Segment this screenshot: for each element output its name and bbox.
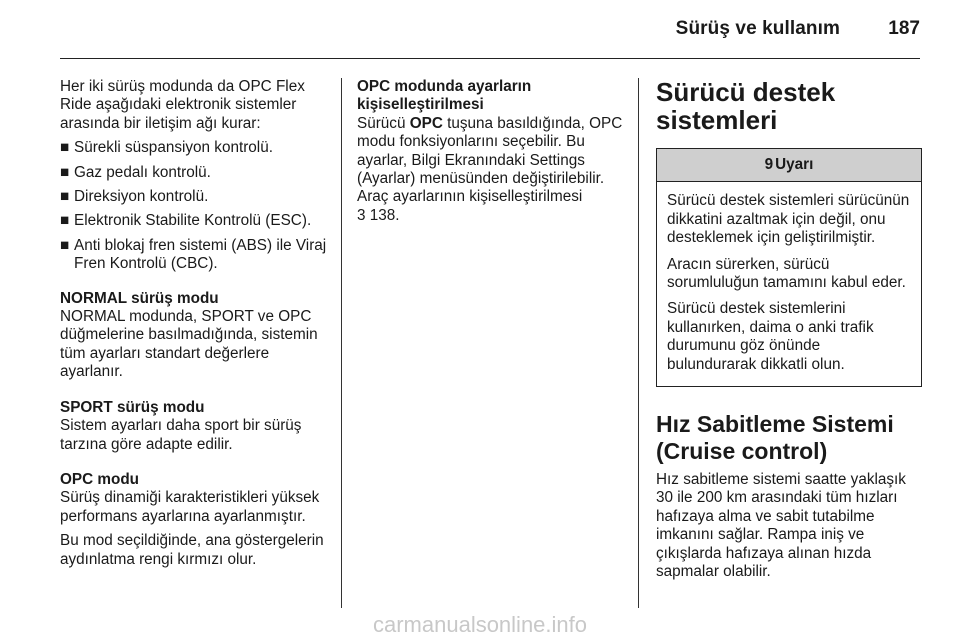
bullet-icon: ■	[60, 212, 70, 230]
cruise-control-text: Hız sabitleme sistemi saatte yaklaşık 30 ile 200 km arasındaki tüm hızları hafızaya alma ve sabit tutabilme imkanını sağlar. Rampa iniş ve çıkışlarda hafızaya alınan hızda sapmalar olabilir.	[656, 471, 906, 581]
list-item: ■ Gaz pedalı kontrolü.	[60, 163, 211, 181]
warning-paragraph: Sürücü destek sistemleri sürücünün dikkatini azaltmak için değil, onu desteklemek için geliştirilmiştir.	[667, 192, 910, 247]
opc-mode-color-text: Bu mod seçildiğinde, ana göstergelerin aydınlatma rengi kırmızı olur.	[60, 532, 324, 568]
column-divider-1	[341, 78, 342, 608]
opc-personalization-text: Sürücü OPC tuşuna basıldığında, OPC modu fonksiyonlarını seçebilir. Bu ayarlar, Bilgi Ekranındaki Settings (Ayarlar) menüsünden değiştirilebilir. Araç ayarlarının kişiselleştirilmesi 3 138.	[357, 114, 623, 224]
page-number: 187	[888, 18, 920, 39]
list-item: ■ Direksiyon kontrolü.	[60, 188, 209, 206]
page-reference: 138.	[365, 206, 400, 224]
watermark: carmanualsonline.info	[372, 612, 588, 637]
warning-box	[656, 148, 922, 387]
page-header	[0, 0, 960, 60]
bullet-icon: ■	[60, 236, 70, 254]
warning-label: Uyarı	[775, 156, 814, 173]
list-item: ■ Elektronik Stabilite Kontrolü (ESC).	[60, 212, 312, 230]
warning-icon: 9	[764, 156, 774, 173]
intro-paragraph: Her iki sürüş modunda da OPC Flex Ride aşağıdaki elektronik sistemler arasında bir iletişim ağı kurar:	[60, 78, 305, 132]
section-title: Sürücü destek sistemleri	[656, 77, 836, 135]
normal-mode-heading: NORMAL sürüş modu	[60, 289, 219, 307]
column-1	[60, 78, 332, 575]
bullet-list	[60, 139, 332, 273]
list-item: ■ Anti blokaj fren sistemi (ABS) ile Viraj Fren Kontrolü (CBC).	[60, 236, 327, 273]
opc-mode-text: Sürüş dinamiği karakteristikleri yüksek performans ayarlarına ayarlanmıştır.	[60, 489, 320, 525]
opc-mode-heading: OPC modu	[60, 470, 140, 488]
warning-paragraph: Aracın sürerken, sürücü sorumluluğun tamamını kabul eder.	[667, 255, 906, 292]
opc-key-label: OPC	[409, 114, 443, 132]
page-reference-icon: 3	[357, 206, 366, 224]
bullet-icon: ■	[60, 139, 70, 157]
opc-personalization-heading: OPC modunda ayarların kişiselleştirilmesi	[357, 78, 532, 114]
column-2	[357, 78, 629, 231]
bullet-icon: ■	[60, 188, 70, 206]
warning-header	[657, 149, 921, 182]
column-divider-2	[638, 78, 639, 608]
warning-body	[657, 182, 921, 386]
column-3	[656, 78, 922, 588]
sport-mode-heading: SPORT sürüş modu	[60, 398, 205, 416]
bullet-icon: ■	[60, 163, 70, 181]
header-rule	[60, 58, 920, 59]
normal-mode-text: NORMAL modunda, SPORT ve OPC düğmelerine basılmadığında, sistemin tüm ayarları standart değerlere ayarlanır.	[60, 308, 318, 381]
warning-paragraph: Sürücü destek sistemlerini kullanırken, daima o anki trafik durumunu göz önünde bulundurarak dikkatli olun.	[667, 300, 874, 373]
cruise-control-title: Hız Sabitleme Sistemi (Cruise control)	[656, 411, 894, 465]
list-item: ■ Sürekli süspansiyon kontrolü.	[60, 139, 273, 157]
header-title: Sürüş ve kullanım	[675, 18, 840, 39]
sport-mode-text: Sistem ayarları daha sport bir sürüş tarzına göre adapte edilir.	[60, 417, 302, 453]
